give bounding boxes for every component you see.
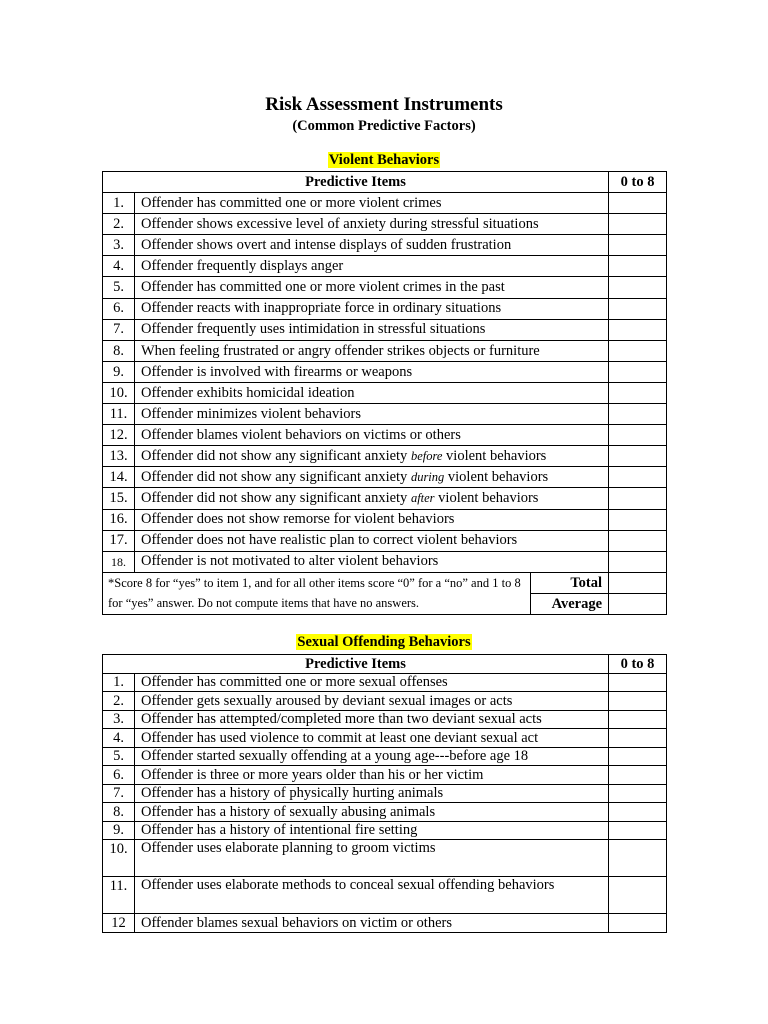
score-cell[interactable] [609,193,667,214]
score-cell[interactable] [609,277,667,298]
table-row [103,340,667,361]
table-row [103,467,667,488]
sexual-heading-highlight: Sexual Offending Behaviors [297,634,471,650]
table-row [103,551,667,572]
item-number: 7. [103,784,135,803]
score-cell[interactable] [609,382,667,403]
item-text-emphasis: before [410,449,443,464]
item-text-post: violent behaviors [434,490,539,507]
total-score-cell[interactable] [609,572,667,593]
item-number: 8. [103,803,135,822]
item-text: Offender has a history of intentional fire setting [135,821,609,840]
column-header-score: 0 to 8 [609,172,667,193]
table-row [103,361,667,382]
score-cell[interactable] [609,729,667,748]
item-number: 1. [103,673,135,692]
table-row [103,784,667,803]
score-cell[interactable] [609,840,667,877]
item-text: Offender uses elaborate planning to groom victims [135,840,609,877]
item-number: 18. [103,551,135,572]
score-cell[interactable] [609,488,667,509]
item-text: Offender has attempted/completed more than two deviant sexual acts [135,710,609,729]
item-text: Offender uses elaborate methods to conceal sexual offending behaviors [135,877,609,914]
table-row [103,214,667,235]
column-header-items: Predictive Items [103,655,609,674]
score-cell[interactable] [609,914,667,933]
item-text: Offender does not show remorse for violent behaviors [135,509,609,530]
item-text-emphasis: after [410,491,435,506]
violent-heading-highlight: Violent Behaviors [328,152,440,168]
item-text-pre: Offender did not show any significant anxiety [141,490,411,507]
item-text-pre: Offender did not show any significant anxiety [141,469,411,486]
table-row [103,488,667,509]
item-number: 13. [103,446,135,467]
item-number: 12 [103,914,135,933]
table-row [103,729,667,748]
total-label: Total [531,572,609,593]
item-text: Offender is involved with firearms or weapons [135,361,609,382]
item-number: 10. [103,840,135,877]
item-text: Offender frequently uses intimidation in stressful situations [135,319,609,340]
item-number: 17. [103,530,135,551]
score-cell[interactable] [609,361,667,382]
item-text: Offender reacts with inappropriate force in ordinary situations [135,298,609,319]
item-text: Offender has a history of sexually abusing animals [135,803,609,822]
item-text [135,488,609,509]
table-row [103,803,667,822]
table-row [103,319,667,340]
item-text-pre: Offender did not show any significant anxiety [141,448,411,465]
table-row [103,877,667,914]
score-cell[interactable] [609,446,667,467]
item-number: 3. [103,710,135,729]
total-row [103,572,667,593]
score-cell[interactable] [609,784,667,803]
score-cell[interactable] [609,214,667,235]
score-cell[interactable] [609,467,667,488]
item-text: Offender frequently displays anger [135,256,609,277]
table-row [103,509,667,530]
item-text: Offender exhibits homicidal ideation [135,382,609,403]
item-text [135,467,609,488]
score-cell[interactable] [609,530,667,551]
score-cell[interactable] [609,747,667,766]
item-number: 8. [103,340,135,361]
item-number: 16. [103,509,135,530]
table-row [103,821,667,840]
score-cell[interactable] [609,803,667,822]
table-row [103,277,667,298]
score-cell[interactable] [609,235,667,256]
table-row [103,235,667,256]
table-row [103,673,667,692]
item-number: 3. [103,235,135,256]
table-row [103,840,667,877]
table-row [103,446,667,467]
item-number: 15. [103,488,135,509]
item-number: 6. [103,298,135,319]
item-number: 6. [103,766,135,785]
item-text: Offender shows excessive level of anxiety during stressful situations [135,214,609,235]
table-row [103,747,667,766]
column-header-items: Predictive Items [103,172,609,193]
table-row [103,766,667,785]
score-cell[interactable] [609,692,667,711]
item-text: Offender has committed one or more violent crimes in the past [135,277,609,298]
table-row [103,425,667,446]
score-cell[interactable] [609,710,667,729]
average-score-cell[interactable] [609,593,667,614]
score-cell[interactable] [609,298,667,319]
score-cell[interactable] [609,551,667,572]
item-number: 7. [103,319,135,340]
score-cell[interactable] [609,877,667,914]
item-text-post: violent behaviors [442,448,547,465]
section-heading-violent [0,152,768,169]
item-number: 2. [103,214,135,235]
item-number: 5. [103,747,135,766]
item-text: Offender blames sexual behaviors on victim or others [135,914,609,933]
score-cell[interactable] [609,256,667,277]
item-text: When feeling frustrated or angry offender strikes objects or furniture [135,340,609,361]
item-number: 1. [103,193,135,214]
item-number: 4. [103,729,135,748]
table-row [103,914,667,933]
table-row [103,404,667,425]
score-cell[interactable] [609,509,667,530]
score-cell[interactable] [609,319,667,340]
item-text: Offender has a history of physically hurting animals [135,784,609,803]
page-title: Risk Assessment Instruments [265,94,503,115]
item-number: 9. [103,361,135,382]
item-text: Offender is not motivated to alter violent behaviors [135,551,609,572]
score-cell[interactable] [609,673,667,692]
item-number: 4. [103,256,135,277]
violent-behaviors-table [102,171,667,615]
table-row [103,256,667,277]
score-cell[interactable] [609,821,667,840]
item-text: Offender has committed one or more sexual offenses [135,673,609,692]
item-text: Offender has committed one or more violent crimes [135,193,609,214]
score-cell[interactable] [609,766,667,785]
column-header-score: 0 to 8 [609,655,667,674]
item-number: 10. [103,382,135,403]
table-row [103,298,667,319]
item-number: 11. [103,877,135,914]
item-number: 2. [103,692,135,711]
item-number: 11. [103,404,135,425]
item-text-emphasis: during [410,470,445,485]
item-number: 14. [103,467,135,488]
score-cell[interactable] [609,404,667,425]
item-text [135,446,609,467]
table-header-row [103,655,667,674]
item-number: 9. [103,821,135,840]
sexual-offending-table [102,654,667,933]
item-text-post: violent behaviors [444,469,549,486]
item-text: Offender gets sexually aroused by deviant sexual images or acts [135,692,609,711]
average-label: Average [531,593,609,614]
table-row [103,710,667,729]
item-text: Offender is three or more years older than his or her victim [135,766,609,785]
table-row [103,530,667,551]
table-header-row [103,172,667,193]
score-cell[interactable] [609,340,667,361]
table-row [103,193,667,214]
section-heading-sexual [0,634,768,651]
item-number: 12. [103,425,135,446]
table-row [103,692,667,711]
score-cell[interactable] [609,425,667,446]
item-text: Offender does not have realistic plan to correct violent behaviors [135,530,609,551]
item-text: Offender shows overt and intense displays of sudden frustration [135,235,609,256]
scoring-note: *Score 8 for “yes” to item 1, and for all other items score “0” for a “no” and 1 to 8 for “yes” answer. Do not compute items that have no answers. [103,572,531,614]
page-subtitle: (Common Predictive Factors) [292,118,476,134]
table-row [103,382,667,403]
item-text: Offender started sexually offending at a young age---before age 18 [135,747,609,766]
item-text: Offender has used violence to commit at least one deviant sexual act [135,729,609,748]
item-number: 5. [103,277,135,298]
item-text: Offender blames violent behaviors on victims or others [135,425,609,446]
item-text: Offender minimizes violent behaviors [135,404,609,425]
